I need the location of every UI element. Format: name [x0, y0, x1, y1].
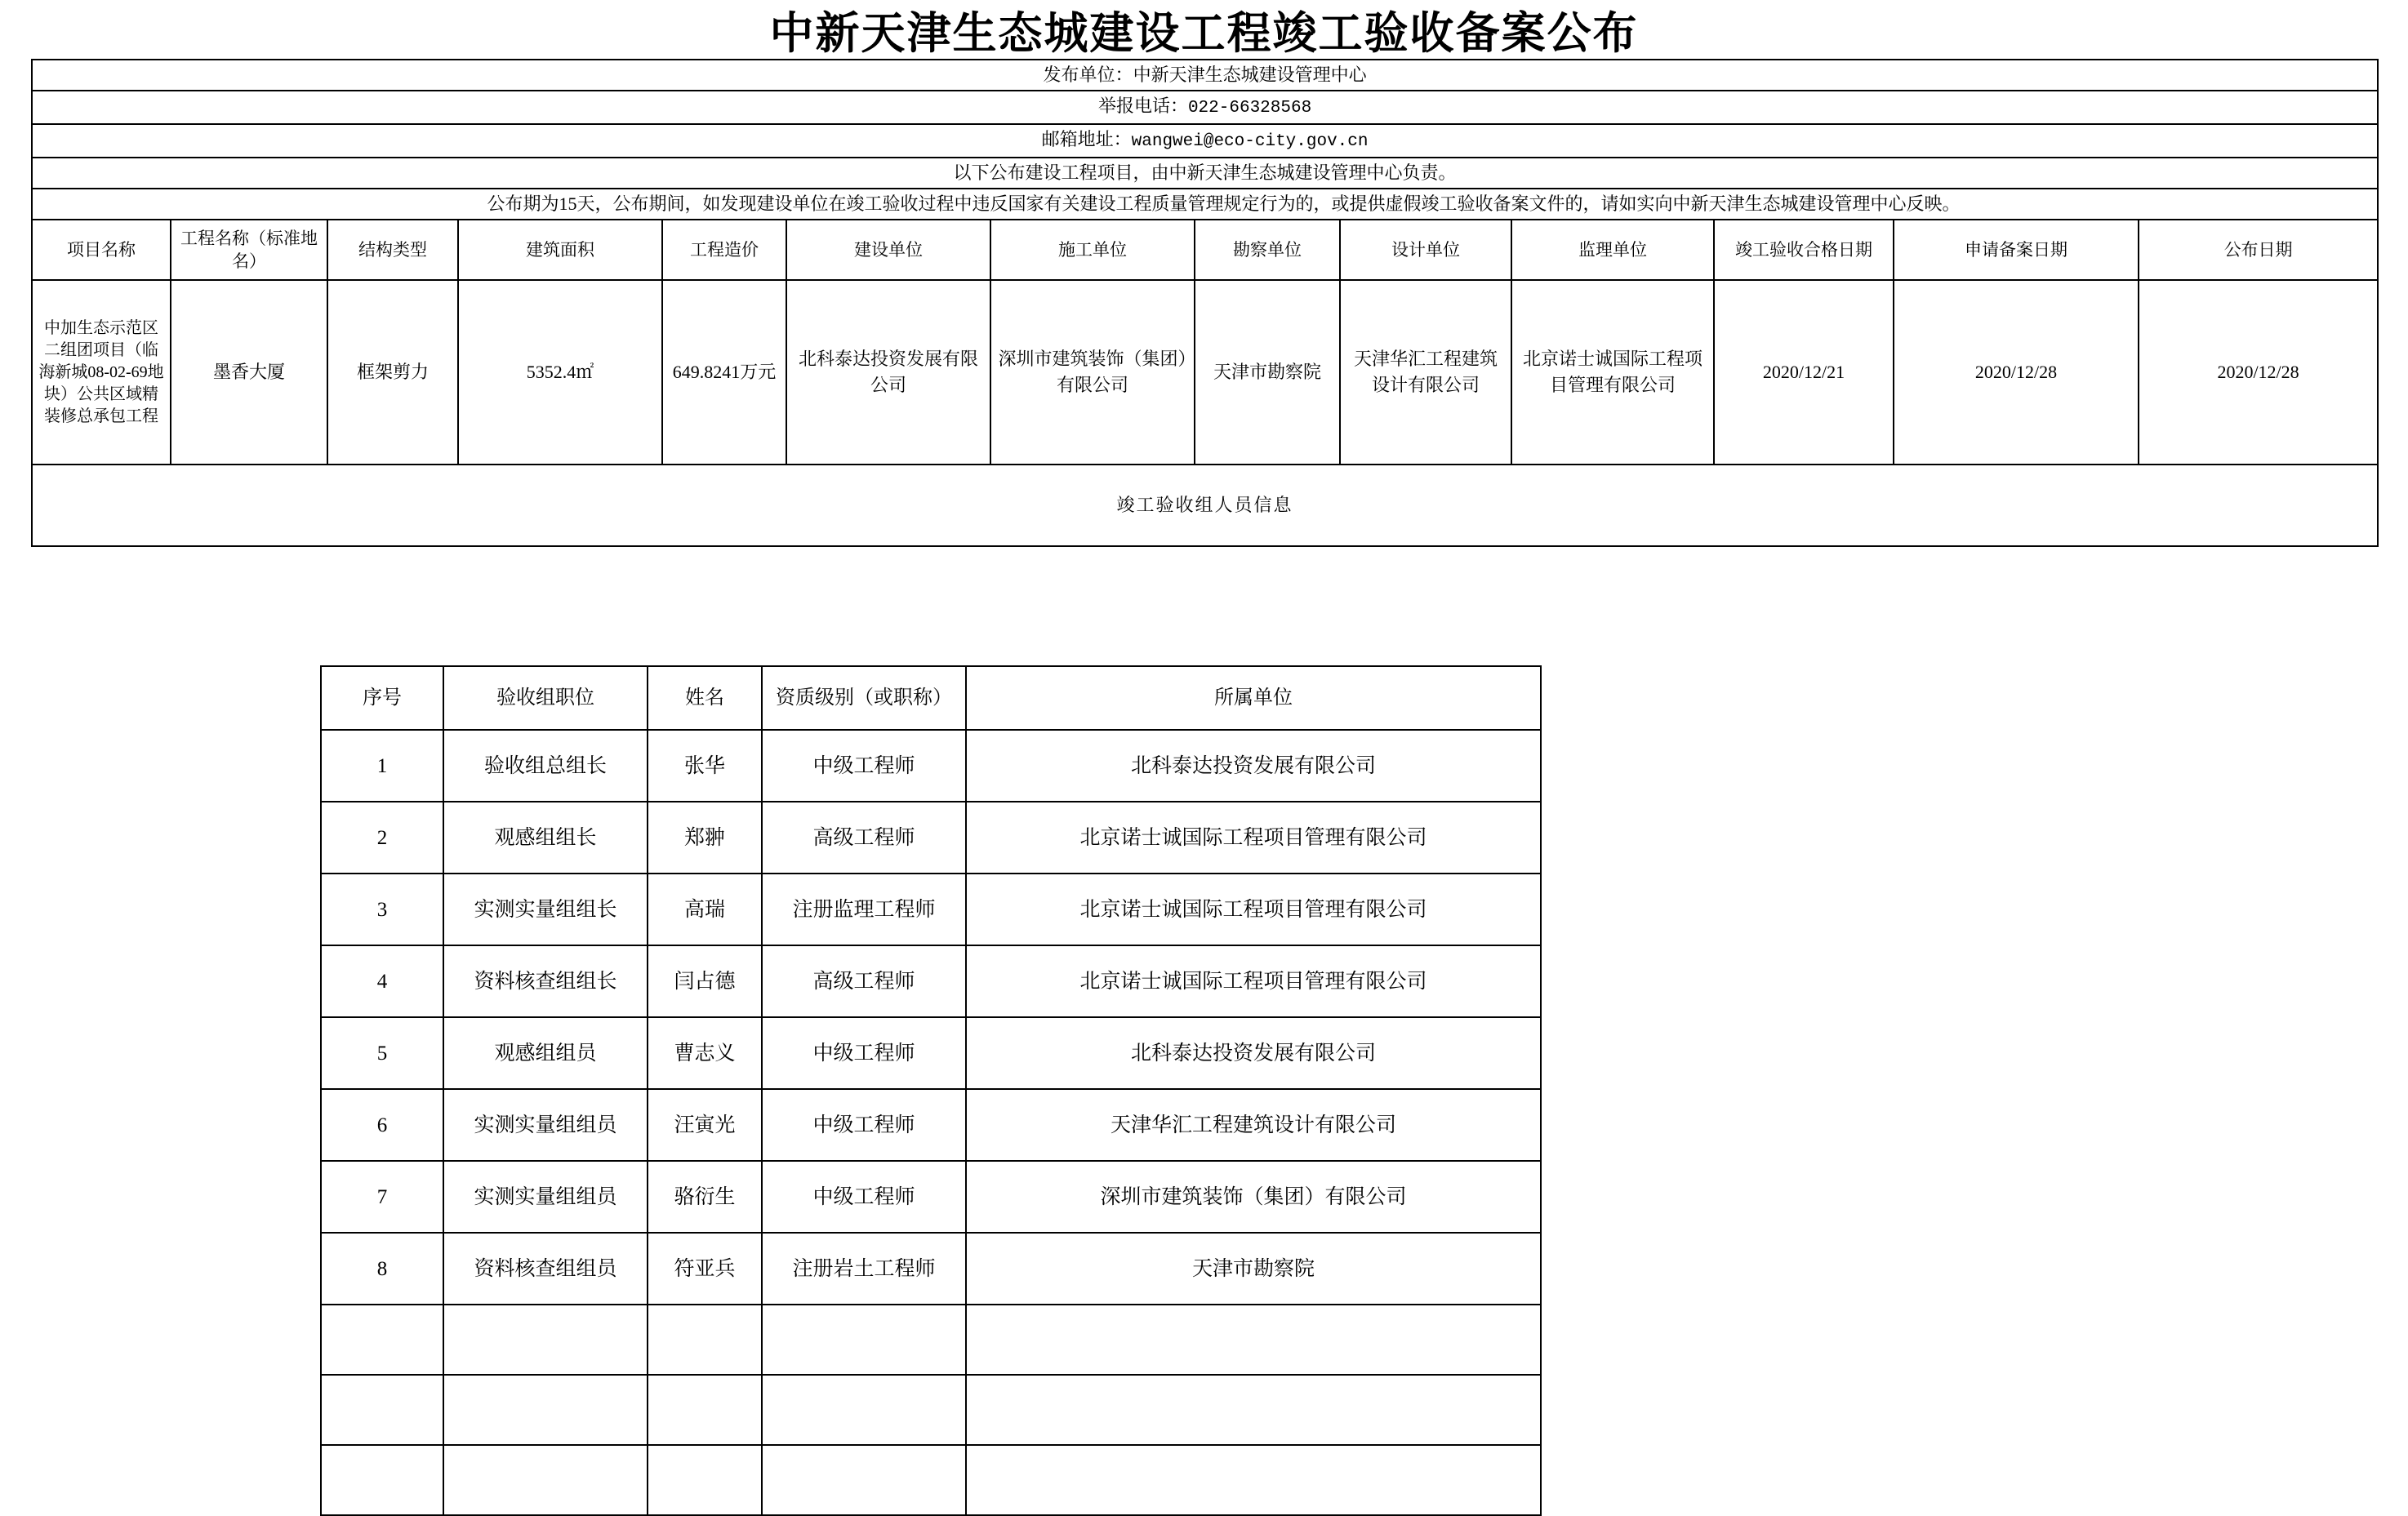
- table-row: [321, 1017, 1541, 1089]
- member-name: 符亚兵: [648, 1233, 762, 1305]
- member-unit: 天津市勘察院: [966, 1233, 1541, 1305]
- info-email-value: wangwei@eco-city.gov.cn: [1131, 132, 1369, 151]
- member-name: [648, 1445, 762, 1515]
- cell-filing-date: 2020/12/28: [1894, 280, 2139, 465]
- members-col-header-name: 姓名: [648, 666, 762, 730]
- announcement-grid: [31, 59, 2379, 547]
- member-position: [443, 1305, 648, 1375]
- member-qualification: 中级工程师: [762, 1161, 966, 1233]
- member-unit: 北科泰达投资发展有限公司: [966, 730, 1541, 802]
- member-unit: 天津华汇工程建筑设计有限公司: [966, 1089, 1541, 1161]
- table-row: [321, 1305, 1541, 1375]
- member-qualification: 高级工程师: [762, 802, 966, 874]
- col-header-supervision-unit: 监理单位: [1511, 220, 1714, 280]
- member-qualification: 中级工程师: [762, 730, 966, 802]
- cell-design-unit: 天津华汇工程建筑设计有限公司: [1340, 280, 1511, 465]
- cell-standard-name: 墨香大厦: [171, 280, 327, 465]
- member-name: 郑翀: [648, 802, 762, 874]
- col-header-acceptance-date: 竣工验收合格日期: [1714, 220, 1894, 280]
- member-position: 实测实量组组员: [443, 1089, 648, 1161]
- cell-supervision-unit: 北京诺士诚国际工程项目管理有限公司: [1511, 280, 1714, 465]
- cell-survey-unit: 天津市勘察院: [1195, 280, 1340, 465]
- member-position: 资料核查组组员: [443, 1233, 648, 1305]
- member-name: 曹志义: [648, 1017, 762, 1089]
- member-name: 高瑞: [648, 874, 762, 945]
- member-unit: [966, 1305, 1541, 1375]
- member-qualification: 中级工程师: [762, 1089, 966, 1161]
- table-row: [321, 802, 1541, 874]
- table-row: [321, 730, 1541, 802]
- col-header-project-name: 项目名称: [32, 220, 171, 280]
- members-col-header-no: 序号: [321, 666, 443, 730]
- member-no: 2: [321, 802, 443, 874]
- col-header-publish-date: 公布日期: [2139, 220, 2378, 280]
- members-header-row: [321, 666, 1541, 730]
- main-announcement-table: [31, 59, 2377, 547]
- member-no: [321, 1305, 443, 1375]
- member-position: 验收组总组长: [443, 730, 648, 802]
- members-table-wrap: [320, 665, 1540, 1516]
- member-qualification: 注册岩土工程师: [762, 1233, 966, 1305]
- table-row: [321, 1233, 1541, 1305]
- info-email-cell: [32, 124, 2378, 158]
- info-row-responsibility: [32, 158, 2378, 189]
- col-header-contractor-unit: 施工单位: [990, 220, 1195, 280]
- project-table-header-row: [32, 220, 2378, 280]
- member-name: 闫占德: [648, 945, 762, 1017]
- members-col-header-unit: 所属单位: [966, 666, 1541, 730]
- table-row: [321, 874, 1541, 945]
- col-header-standard-name: 工程名称（标准地名）: [171, 220, 327, 280]
- col-header-cost: 工程造价: [662, 220, 786, 280]
- cell-acceptance-date: 2020/12/21: [1714, 280, 1894, 465]
- member-qualification: 高级工程师: [762, 945, 966, 1017]
- member-unit: [966, 1375, 1541, 1445]
- member-position: [443, 1445, 648, 1515]
- cell-floor-area: 5352.4㎡: [458, 280, 662, 465]
- col-header-structure-type: 结构类型: [327, 220, 458, 280]
- cell-publish-date: 2020/12/28: [2139, 280, 2378, 465]
- info-publisher-cell: [32, 60, 2378, 91]
- member-name: 张华: [648, 730, 762, 802]
- cell-project-name: 中加生态示范区二组团项目（临海新城08-02-69地块）公共区域精装修总承包工程: [32, 280, 171, 465]
- table-row: [321, 1161, 1541, 1233]
- member-name: [648, 1375, 762, 1445]
- info-row-publisher: [32, 60, 2378, 91]
- page-title: 中新天津生态城建设工程竣工验收备案公布: [769, 9, 1639, 58]
- members-section-banner-row: [32, 465, 2378, 546]
- col-header-filing-date: 申请备案日期: [1894, 220, 2139, 280]
- info-publisher-label: 发布单位：: [1043, 64, 1133, 85]
- table-row: [32, 280, 2378, 465]
- responsibility-text: 以下公布建设工程项目，由中新天津生态城建设管理中心负责。: [32, 158, 2378, 189]
- member-position: 观感组组员: [443, 1017, 648, 1089]
- table-row: [321, 1375, 1541, 1445]
- cell-cost: 649.8241万元: [662, 280, 786, 465]
- member-qualification: [762, 1445, 966, 1515]
- member-no: 6: [321, 1089, 443, 1161]
- table-row: [321, 1445, 1541, 1515]
- member-no: 7: [321, 1161, 443, 1233]
- members-section-title: 竣工验收组人员信息: [32, 465, 2378, 546]
- table-row: [321, 945, 1541, 1017]
- info-phone-label: 举报电话：: [1097, 96, 1188, 116]
- cell-contractor-unit: 深圳市建筑装饰（集团）有限公司: [990, 280, 1195, 465]
- notice-cell: [32, 189, 2378, 220]
- col-header-floor-area: 建筑面积: [458, 220, 662, 280]
- member-qualification: [762, 1375, 966, 1445]
- member-name: [648, 1305, 762, 1375]
- member-name: 汪寅光: [648, 1089, 762, 1161]
- member-qualification: 中级工程师: [762, 1017, 966, 1089]
- member-qualification: 注册监理工程师: [762, 874, 966, 945]
- col-header-design-unit: 设计单位: [1340, 220, 1511, 280]
- member-position: 资料核查组组长: [443, 945, 648, 1017]
- cell-construction-unit: 北科泰达投资发展有限公司: [786, 280, 990, 465]
- members-col-header-position: 验收组职位: [443, 666, 648, 730]
- notice-text: 公布期为15天，公布期间，如发现建设单位在竣工验收过程中违反国家有关建设工程质量管理规定行为的，或提供虚假竣工验收备案文件的，请如实向中新天津生态城建设管理中心反映。: [487, 193, 1961, 214]
- info-row-phone: [32, 91, 2378, 124]
- member-qualification: [762, 1305, 966, 1375]
- member-position: 实测实量组组员: [443, 1161, 648, 1233]
- member-unit: 北科泰达投资发展有限公司: [966, 1017, 1541, 1089]
- info-phone-cell: [32, 91, 2378, 124]
- member-position: 实测实量组组长: [443, 874, 648, 945]
- member-no: [321, 1445, 443, 1515]
- col-header-construction-unit: 建设单位: [786, 220, 990, 280]
- member-unit: [966, 1445, 1541, 1515]
- member-no: 3: [321, 874, 443, 945]
- member-unit: 北京诺士诚国际工程项目管理有限公司: [966, 874, 1541, 945]
- member-no: 1: [321, 730, 443, 802]
- member-unit: 北京诺士诚国际工程项目管理有限公司: [966, 802, 1541, 874]
- cell-structure-type: 框架剪力: [327, 280, 458, 465]
- info-row-email: [32, 124, 2378, 158]
- member-position: 观感组组长: [443, 802, 648, 874]
- info-publisher-value: 中新天津生态城建设管理中心: [1133, 64, 1367, 85]
- member-no: [321, 1375, 443, 1445]
- member-no: 5: [321, 1017, 443, 1089]
- members-col-header-qualification: 资质级别（或职称）: [762, 666, 966, 730]
- member-unit: 深圳市建筑装饰（集团）有限公司: [966, 1161, 1541, 1233]
- info-phone-value: 022-66328568: [1187, 99, 1312, 118]
- member-unit: 北京诺士诚国际工程项目管理有限公司: [966, 945, 1541, 1017]
- col-header-survey-unit: 勘察单位: [1195, 220, 1340, 280]
- member-no: 8: [321, 1233, 443, 1305]
- info-email-label: 邮箱地址：: [1041, 129, 1132, 149]
- notice-row: [32, 189, 2378, 220]
- members-grid: [320, 665, 1542, 1516]
- member-name: 骆衍生: [648, 1161, 762, 1233]
- member-no: 4: [321, 945, 443, 1017]
- member-position: [443, 1375, 648, 1445]
- table-row: [321, 1089, 1541, 1161]
